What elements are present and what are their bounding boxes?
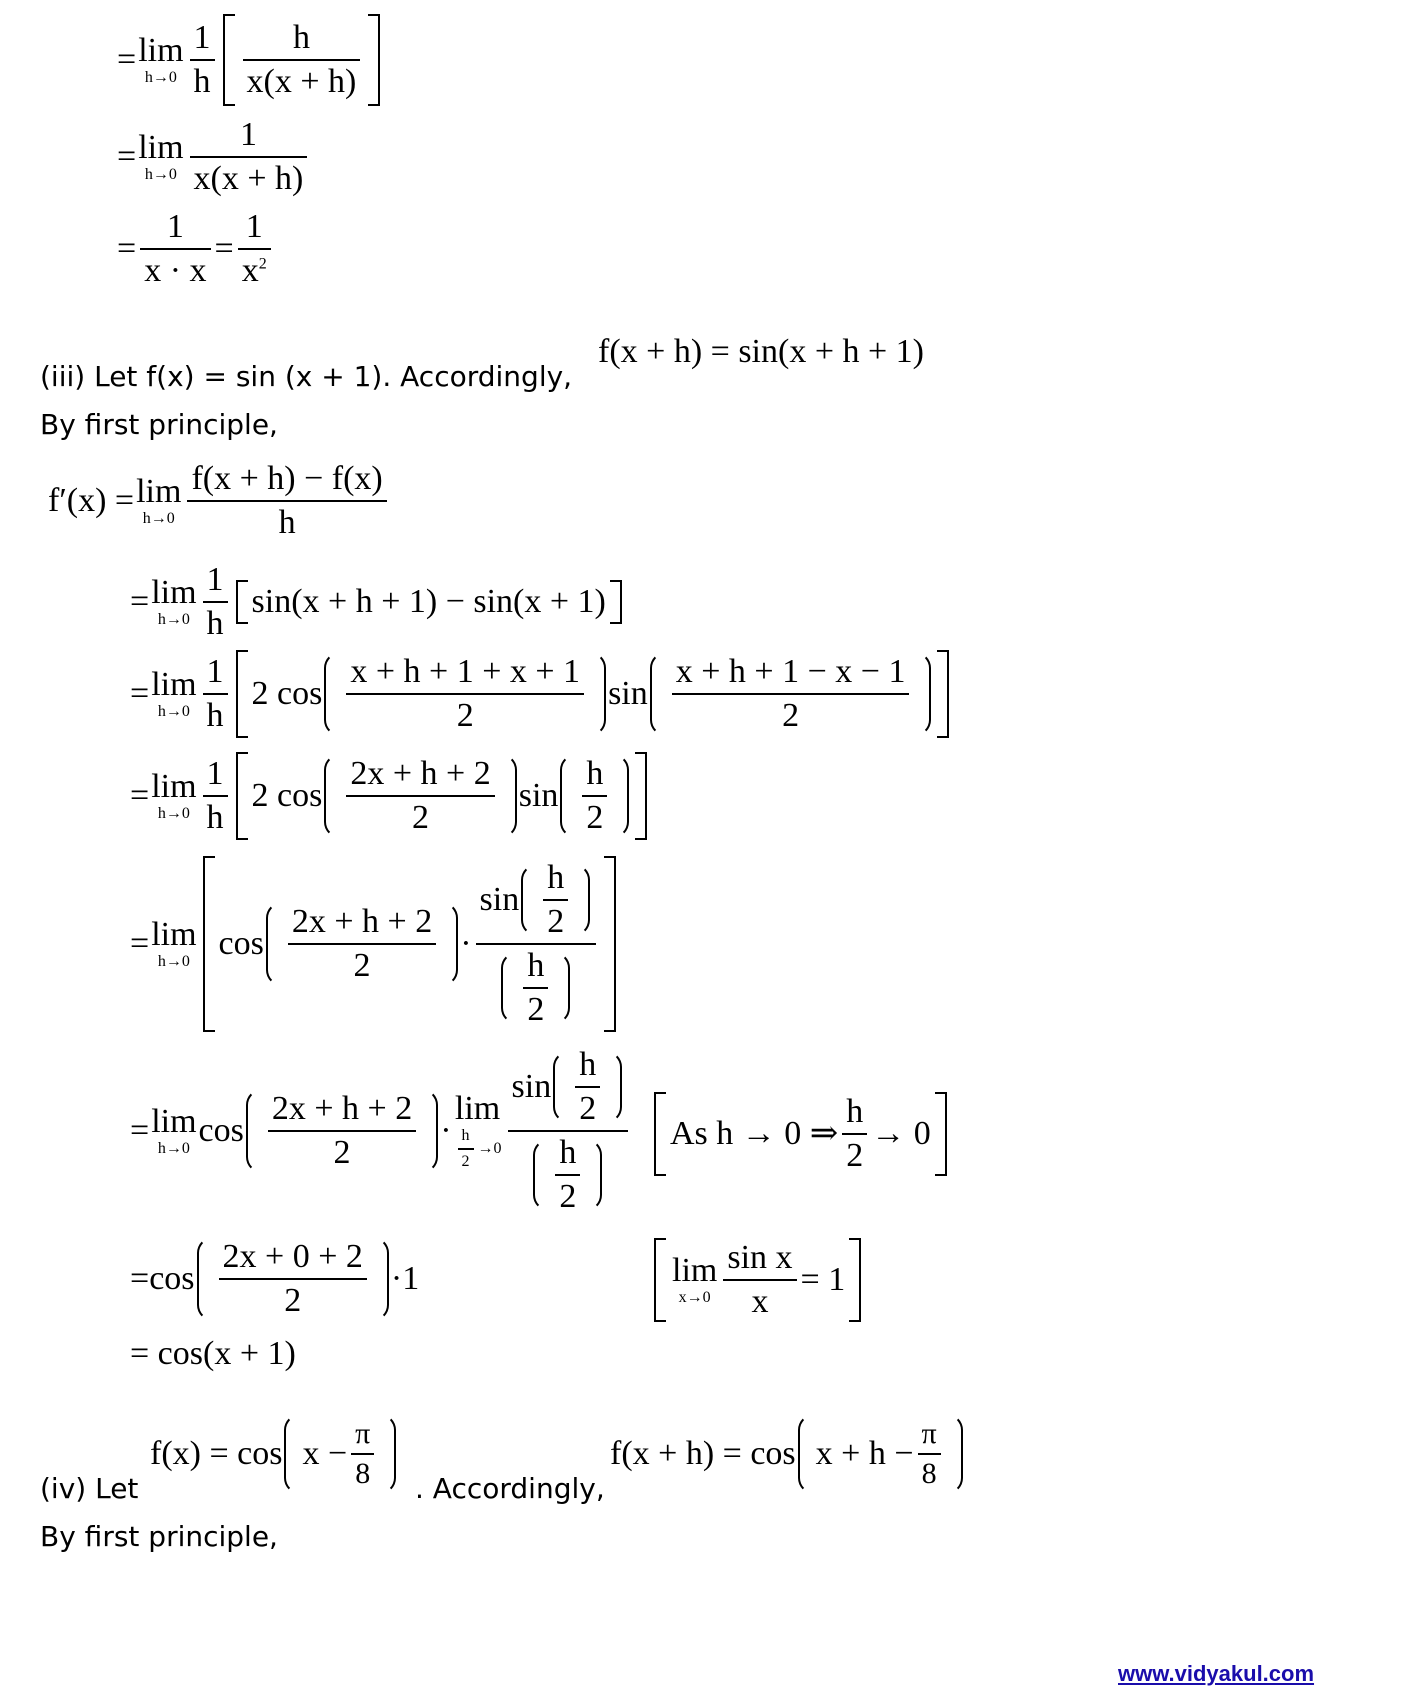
left-bracket: [236, 752, 248, 840]
fraction: $\frac{2x + h + 2}{2}$: [288, 905, 436, 983]
right-bracket: [635, 752, 647, 840]
part-iii-intro-math: f(x + h) = sin(x + h + 1): [598, 333, 924, 370]
part-iv-intro-b: . Accordingly,: [415, 1472, 605, 1505]
limit-operator: lim h→0: [138, 32, 184, 86]
left-bracket: [236, 580, 248, 624]
fraction: $\frac{x + h + 1 + x + 1}{2}$: [346, 655, 584, 733]
part-iv-fx: f(x) = cos x − $\frac{\pi}{8}$: [150, 1414, 398, 1494]
step-iii-6: = cos $\frac{2x + 0 + 2}{2}$ ·1: [130, 1238, 420, 1319]
fraction: $\frac{1}{x^2}$: [238, 210, 271, 288]
limit-operator: lim $\frac{h}{2}$ →0: [454, 1090, 502, 1170]
fraction: sin $\frac{h}{2}$ $\frac{h}{2}$: [508, 1048, 629, 1214]
left-bracket: [236, 650, 248, 738]
right-bracket: [368, 14, 380, 106]
first-principle-label-iv: By first principle,: [40, 1520, 278, 1553]
fraction: $\frac{1}{x \cdot x}$: [140, 210, 210, 288]
limit-operator: lim h→0: [151, 1103, 197, 1157]
fraction: $\frac{2x + 0 + 2}{2}$: [219, 1240, 367, 1318]
fraction: sin $\frac{h}{2}$ $\frac{h}{2}$: [476, 861, 597, 1027]
fraction: $\frac{1}{h}$: [203, 757, 228, 835]
limit-operator: lim h→0: [151, 666, 197, 720]
left-bracket: [223, 14, 235, 106]
fraction: $\frac{x + h + 1 - x - 1}{2}$: [672, 655, 910, 733]
left-bracket: [203, 856, 215, 1032]
limit-operator: lim h→0: [136, 473, 182, 527]
step-iii-7: = cos(x + 1): [130, 1335, 296, 1372]
vidyakul-link[interactable]: www.vidyakul.com: [1118, 1661, 1315, 1686]
right-bracket: [937, 650, 949, 738]
fraction: $\frac{1}{x(x + h)}$: [190, 118, 308, 196]
step-iii-3: = lim h→0 $\frac{1}{h}$ 2 cos $\frac{2x + h + 2}{2}$ sin $\frac{h}{2}$: [130, 752, 651, 840]
fraction: $\frac{2x + h + 2}{2}$: [346, 757, 494, 835]
limit-operator: lim h→0: [151, 916, 197, 970]
note-sinx-over-x: lim x→0 $\frac{\text{sin x}}{x}$ = 1: [650, 1238, 865, 1322]
limit-operator: lim h→0: [151, 768, 197, 822]
part-iv-intro-a: (iv) Let: [40, 1472, 139, 1505]
step-iii-2: = lim h→0 $\frac{1}{h}$ 2 cos $\frac{x + h + 1 + x + 1}{2}$ sin $\frac{x + h + 1 - x - 1}{2}$: [130, 650, 953, 738]
fraction: $\frac{1}{h}$: [203, 655, 228, 733]
fraction: $\frac{f(x + h) - f(x)}{h}$: [187, 462, 386, 540]
fraction: $\frac{h}{x(x + h)}$: [243, 21, 361, 99]
part-iii-intro: (iii) Let f(x) = sin (x + 1). Accordingly,: [40, 360, 573, 393]
step-limit-2: = lim h→0 $\frac{1}{x(x + h)}$: [117, 118, 311, 196]
derivative-definition: f′(x) = lim h→0 $\frac{f(x + h) - f(x)}{h}$: [48, 462, 391, 540]
right-bracket: [610, 580, 622, 624]
fraction: $\frac{2x + h + 2}{2}$: [268, 1092, 416, 1170]
step-iii-1: = lim h→0 $\frac{1}{h}$ sin(x + h + 1) − sin(x + 1): [130, 563, 626, 641]
first-principle-label: By first principle,: [40, 408, 278, 441]
part-iv-fxh: f(x + h) = cos x + h − $\frac{\pi}{8}$: [610, 1414, 965, 1494]
step-iii-5: = lim h→0 cos $\frac{2x + h + 2}{2}$ · lim $\frac{h}{2}$ →0 sin $\frac{h}{2}$ $\frac{h}{2}$: [130, 1048, 632, 1214]
fraction: $\frac{1}{h}$: [190, 21, 215, 99]
note-h-to-zero: As h → 0 ⇒ $\frac{h}{2}$ → 0: [650, 1092, 951, 1176]
step-iii-4: = lim h→0 cos $\frac{2x + h + 2}{2}$ · sin $\frac{h}{2}$ $\frac{h}{2}$: [130, 856, 620, 1032]
step-limit-1: = lim h→0 $\frac{1}{h}$ $\frac{h}{x(x + h)}$: [117, 14, 384, 106]
fraction: $\frac{h}{2}$: [582, 757, 607, 835]
fraction: $\frac{1}{h}$: [203, 563, 228, 641]
limit-operator: lim h→0: [138, 129, 184, 183]
right-bracket: [604, 856, 616, 1032]
step-result: = $\frac{1}{x \cdot x}$ = $\frac{1}{x^2}$: [117, 210, 275, 288]
limit-operator: lim h→0: [151, 574, 197, 628]
